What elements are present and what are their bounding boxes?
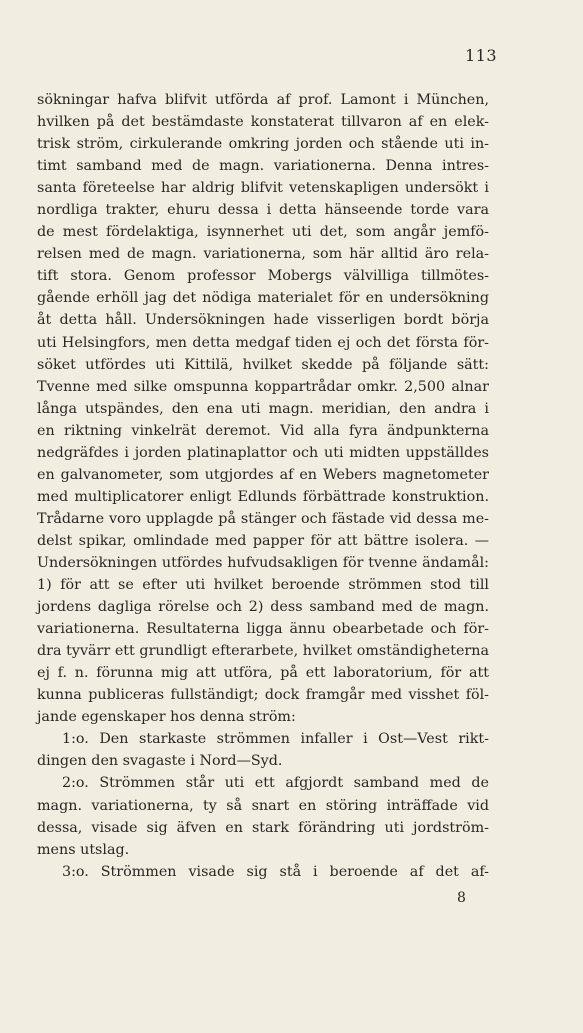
- text-line: jordens dagliga rörelse och 2) dess samband med de magn.: [37, 599, 489, 616]
- text-line: santa företeelse har aldrig blifvit vetenskapligen undersökt i: [37, 180, 489, 197]
- text-line: tift stora. Genom professor Mobergs välvilliga tillmötes-: [37, 268, 489, 285]
- text-line: söket utfördes uti Kittilä, hvilket skedde på följande sätt:: [37, 356, 489, 373]
- text-line: åt detta håll. Undersökningen hade visserligen bordt börja: [37, 312, 489, 329]
- body-text: [37, 89, 489, 883]
- text-line: de mest fördelaktiga, isynnerhet uti det, som angår jemfö-: [37, 224, 489, 241]
- text-line: ej f. n. förunna mig att utföra, på ett laboratorium, för att: [37, 665, 489, 682]
- text-line: timt samband med de magn. variationerna. Denna intres-: [37, 158, 489, 175]
- text-line: nedgräfdes i jorden platinaplattor och uti midten uppställdes: [37, 444, 489, 461]
- signature-mark: 8: [457, 890, 466, 906]
- text-line: Tvenne med silke omspunna koppartrådar omkr. 2,500 alnar: [37, 378, 489, 395]
- text-line: 2:o. Strömmen står uti ett afgjordt samband med de: [62, 775, 489, 792]
- text-line: jande egenskaper hos denna ström:: [37, 709, 296, 726]
- text-line: Trådarne voro upplagde på stänger och fästade vid dessa me-: [37, 510, 489, 527]
- text-line: Undersökningen utfördes hufvudsakligen för tvenne ändamål:: [37, 554, 489, 571]
- text-line: delst spikar, omlindade med papper för att bättre isolera. —: [37, 532, 489, 549]
- text-line: trisk ström, cirkulerande omkring jorden och stående uti in-: [37, 136, 489, 153]
- text-line: uti Helsingfors, men detta medgaf tiden ej och det första för-: [37, 334, 489, 351]
- text-line: en galvanometer, som utgjordes af en Webers magnetometer: [37, 466, 489, 483]
- text-line: variationerna. Resultaterna ligga ännu obearbetade och för-: [37, 621, 489, 638]
- text-line: relsen med de magn. variationerna, som här alltid äro rela-: [37, 246, 489, 263]
- text-line: en riktning vinkelrät deremot. Vid alla fyra ändpunkterna: [37, 422, 489, 439]
- text-line: nordliga trakter, ehuru dessa i detta hänseende torde vara: [37, 202, 489, 219]
- text-line: med multiplicatorer enligt Edlunds förbättrade konstruktion.: [37, 488, 489, 505]
- text-line: kunna publiceras fullständigt; dock framgår med visshet föl-: [37, 687, 489, 704]
- text-line: 1) för att se efter uti hvilket beroende strömmen stod till: [37, 577, 489, 594]
- text-line: sökningar hafva blifvit utförda af prof. Lamont i München,: [37, 92, 489, 108]
- text-line: 3:o. Strömmen visade sig stå i beroende af det af-: [62, 863, 489, 880]
- text-line: hvilken på det bestämdaste konstaterat tillvaron af en elek-: [37, 114, 489, 131]
- text-line: magn. variationerna, ty så snart en störing inträffade vid: [37, 797, 489, 814]
- page-number: 113: [464, 46, 497, 65]
- text-line: långa utspändes, den ena uti magn. meridian, den andra i: [37, 400, 489, 417]
- text-line: dessa, visade sig äfven en stark förändring uti jordström-: [37, 819, 489, 836]
- text-line: dra tyvärr ett grundligt efterarbete, hvilket omständigheterna: [37, 643, 489, 660]
- text-line: gående erhöll jag det nödiga materialet för en undersökning: [37, 290, 489, 307]
- text-line: mens utslag.: [37, 841, 130, 858]
- text-line: dingen den svagaste i Nord—Syd.: [37, 753, 283, 770]
- text-line: 1:o. Den starkaste strömmen infaller i Ost—Vest rikt-: [62, 731, 489, 748]
